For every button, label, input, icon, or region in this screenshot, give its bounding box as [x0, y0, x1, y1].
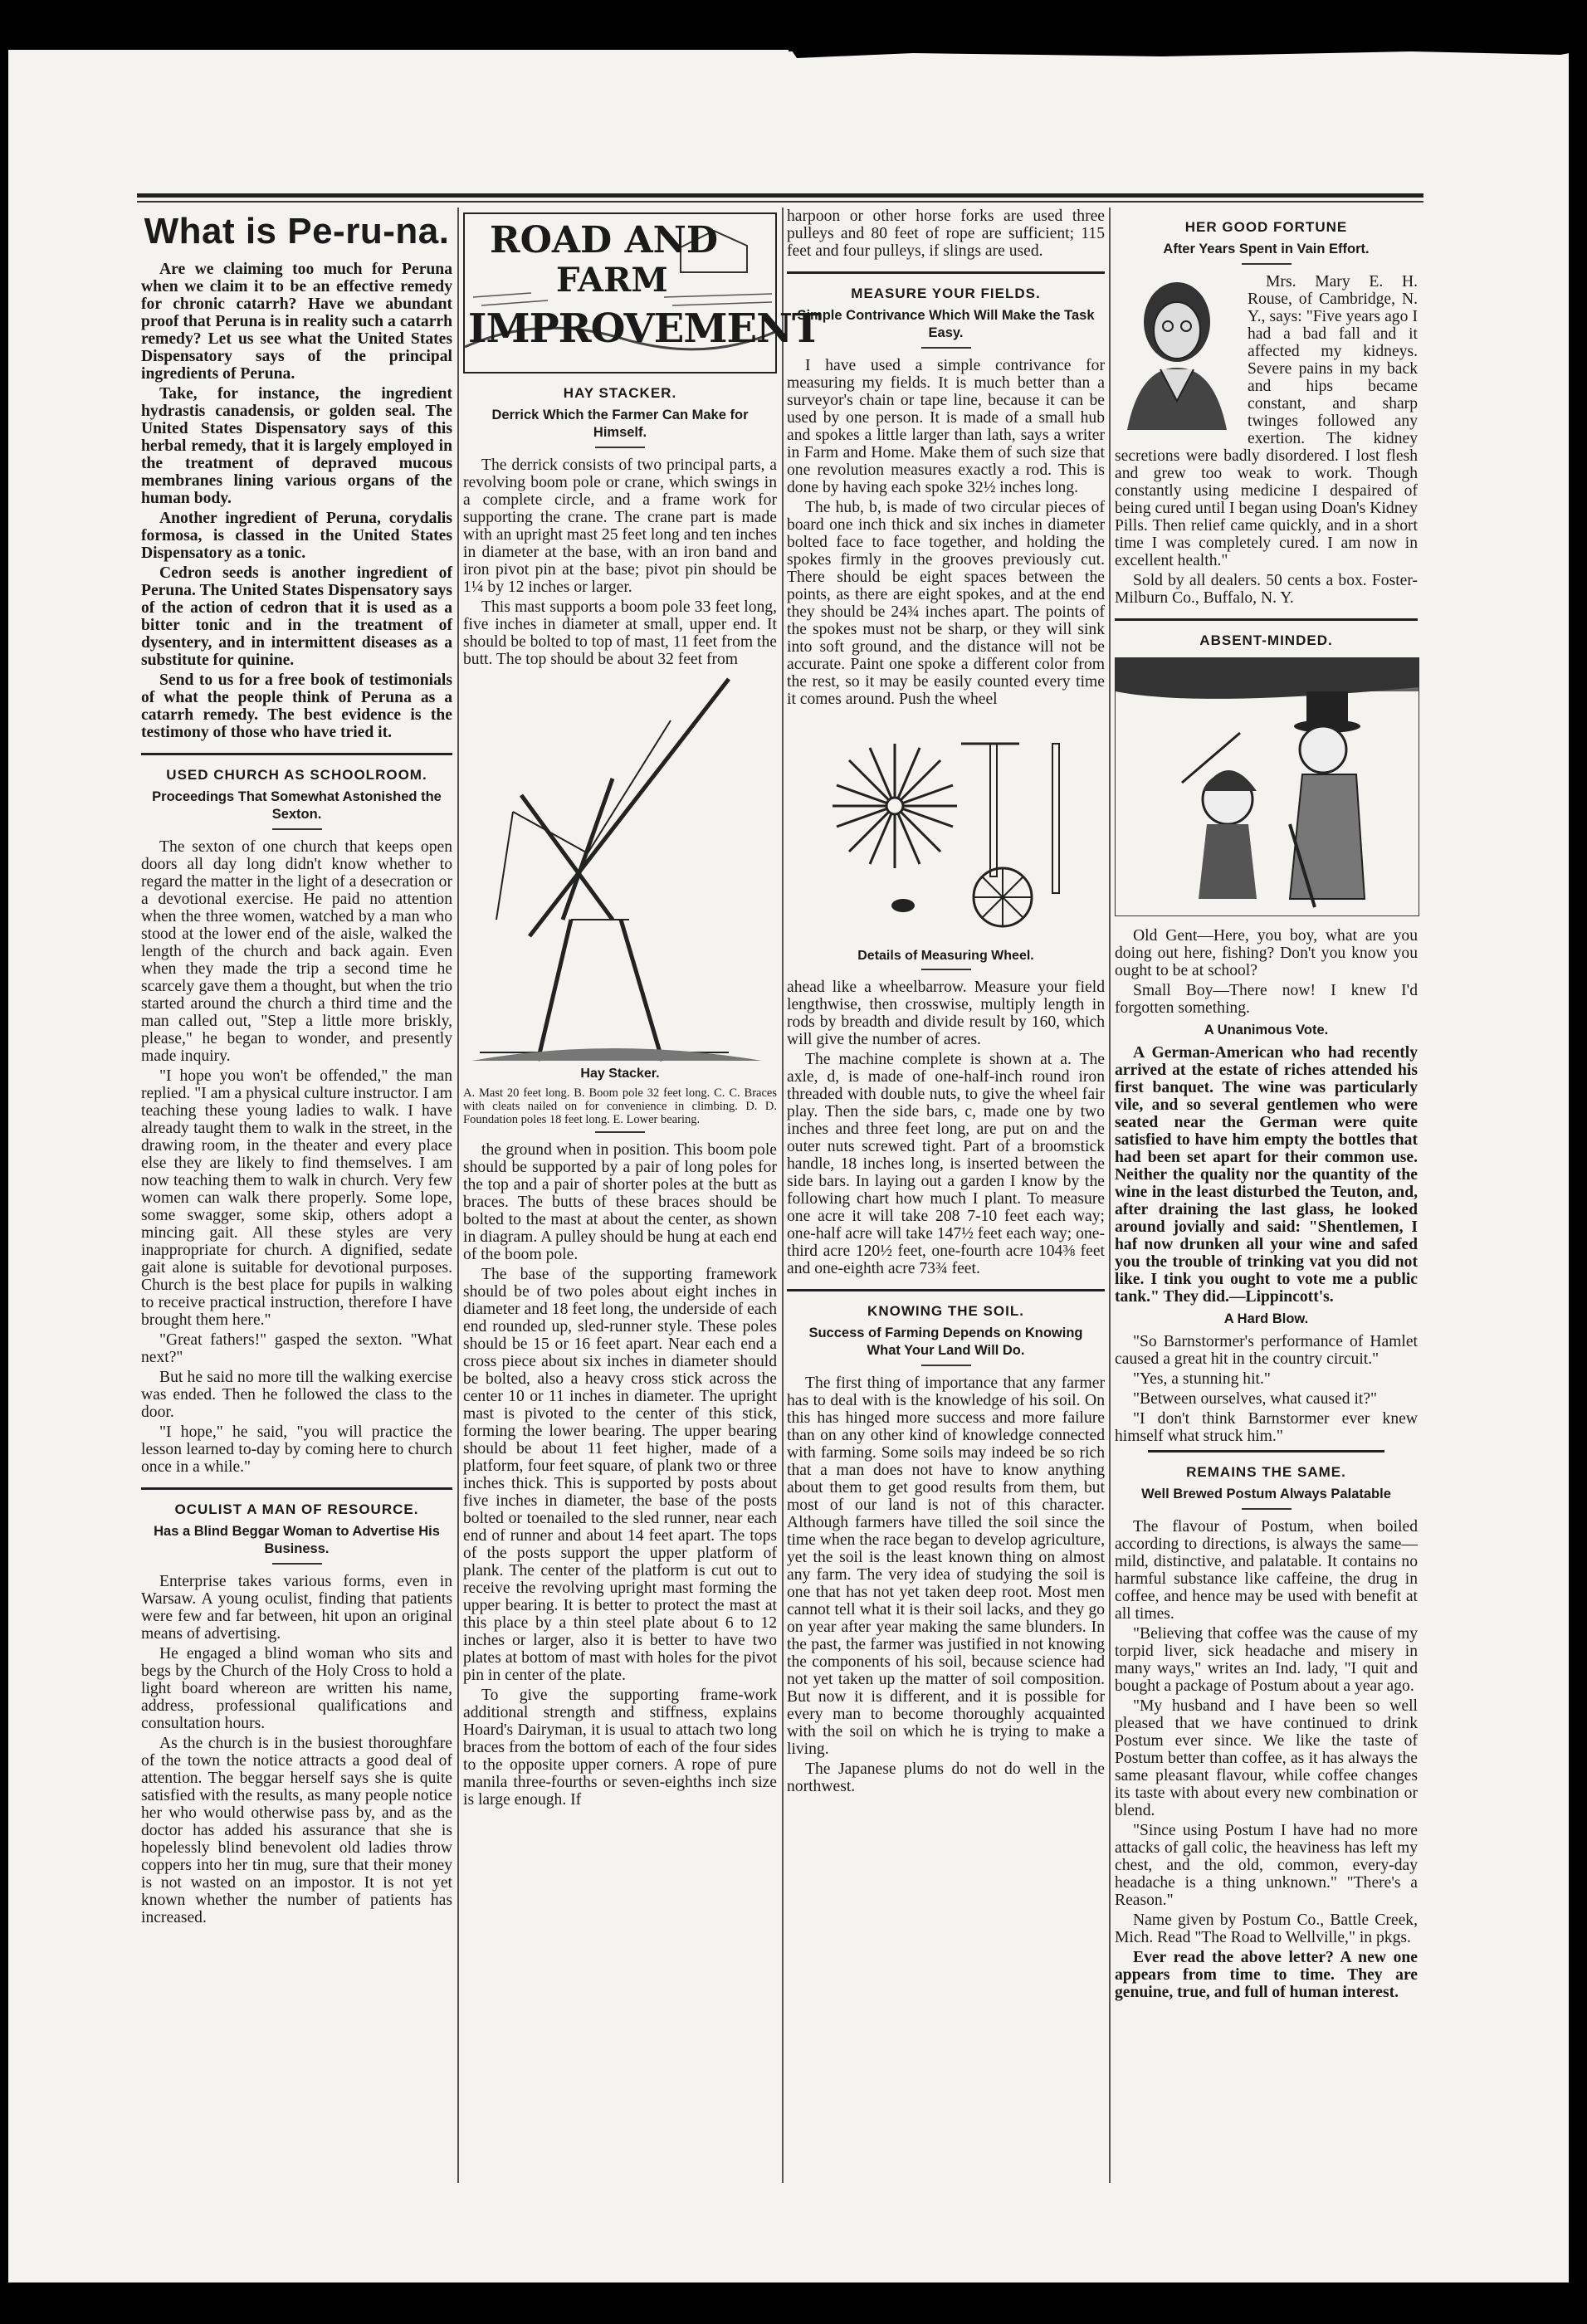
road-farm-banner	[463, 212, 821, 374]
paragraph: "I don't think Barnstormer ever knew himself what struck him."	[1115, 1410, 1418, 1445]
paragraph: Send to us for a free book of testimonials of what the people think of Peruna as a catarrh remedy. The best evidence is the testimony of those who have tried it.	[141, 671, 452, 741]
paragraph: The base of the supporting framework should be of two poles about eight inches in diameter and 18 feet long, the underside of each end rounded up, sled-runner style. These poles should be 15 or 16 feet apart. Near each end a cross piece about six inches in diameter should be bolted, also a heavy cross stick across the center 10 or 11 inches in diameter. The upright mast is pivoted to the center of this stick, forming the lower bearing. The upper bearing should be about 11 feet higher, made of a platform, four feet square, of plank two or three inches thick. This is supported by posts about five inches in diameter, the base of the posts bolted or toenailed to the sled runner, near each end of runner and about 14 feet apart. The tops of the posts support the upper platform of plank. The center of the platform is cut out to receive the revolving upright mast forming the upper bearing. It is better to protect the mast at this place by a thin steel plate about 6 to 12 inches or larger, also it is better to have two plates at bottom of mast with holes for the pivot pin in center of the plate.	[463, 1266, 777, 1684]
paragraph: "Since using Postum I have had no more attacks of gall colic, the heaviness has left my chest, and the old, common, every-day headache is a thing unknown." "There's a Reason."	[1115, 1822, 1418, 1909]
absent-minded-cartoon	[1115, 657, 1419, 916]
paragraph: the ground when in position. This boom pole should be supported by a pair of long poles for the top and a pair of shorter poles at the butt as braces. The butts of these braces should be bolted to the mast at about the center, as shown in diagram. A pulley should be hung at each end of the boom pole.	[463, 1141, 777, 1263]
absent-headline: ABSENT-MINDED.	[1199, 632, 1333, 648]
paragraph: "Great fathers!" gasped the sexton. "What next?"	[141, 1331, 452, 1366]
divider	[1242, 263, 1292, 265]
vote-headline: A Unanimous Vote.	[1204, 1023, 1329, 1038]
divider	[1148, 1450, 1384, 1452]
column-rule	[1109, 208, 1111, 2183]
divider	[921, 969, 971, 970]
paragraph: As the church is in the busiest thoroughfare of the town the notice attracts a good deal of attention. The beggar herself says she is quite satisfied with the results, as many people notice her who would otherwise pass by, and as the doctor has added his assurance that she is hopelessly blind benevolent old ladies throw coppers into her tin mug, sure that their money is not wasted on an impostor. It is not yet known whether the number of patients has increased.	[141, 1735, 452, 1926]
hay-stacker-illustration	[463, 671, 777, 1061]
divider	[595, 1131, 645, 1133]
paragraph: "Between ourselves, what caused it?"	[1133, 1390, 1378, 1408]
divider	[787, 1289, 1105, 1291]
banner-road: ROAD AND	[490, 219, 719, 261]
paragraph: The flavour of Postum, when boiled according to directions, is always the same—mild, distinctive, and palatable. It contains no harmful substance like caffeine, the drug in coffee, and hence may be used with benefit at all times.	[1115, 1518, 1418, 1623]
paragraph: The derrick consists of two principal parts, a revolving boom pole or crane, which swings in a complete circle, and a frame work for supporting the crane. The crane part is made with an upright mast 25 feet long and ten inches in diameter at the base, with an iron band and iron pivot pin at the base; pivot pin should be 1¼ by 12 inches or larger.	[463, 456, 777, 596]
postum-subheadline: Well Brewed Postum Always Palatable	[1141, 1487, 1391, 1501]
divider	[141, 753, 452, 755]
peruna-article	[141, 261, 452, 741]
paragraph: "My husband and I have been so well pleased that we have continued to drink Postum ever since. We like the taste of Postum better than coffee, as it has always the same pleasant flavour, while coffee changes its taste with about every new combination or blend.	[1115, 1697, 1418, 1819]
oculist-headline: OCULIST A MAN OF RESOURCE.	[174, 1501, 419, 1517]
column-1	[141, 208, 452, 1929]
measure-headline: MEASURE YOUR FIELDS.	[851, 286, 1041, 301]
column-3	[787, 208, 1105, 1798]
closing-note: Ever read the above letter? A new one appears from time to time. They are genuine, true, and full of human interest.	[1115, 1949, 1418, 2001]
hay-headline: HAY STACKER.	[563, 385, 677, 401]
paragraph: "Yes, a stunning hit."	[1133, 1370, 1271, 1388]
paragraph: Name given by Postum Co., Battle Creek, Mich. Read "The Road to Wellville," in pkgs.	[1115, 1911, 1418, 1946]
woman-portrait	[1115, 276, 1239, 430]
fortune-headline: HER GOOD FORTUNE	[1184, 219, 1348, 235]
church-subheadline: Proceedings That Somewhat Astonished the Sexton.	[152, 789, 442, 822]
paragraph: harpoon or other horse forks are used three pulleys and 80 feet of rope are sufficient; 115 feet and four pulleys, if slings are used.	[787, 208, 1105, 260]
paragraph: He engaged a blind woman who sits and begs by the Church of the Holy Cross to hold a light board whereon are written his name, address, professional qualifications and consultation hours.	[141, 1645, 452, 1732]
paragraph: I have used a simple contrivance for measuring my fields. It is much better than a surveyor's chain or tape line, because it can be used by one person. It is made of a small hub and spokes a little larger than lath, says a writer in Farm and Home. Make them of such size that one revolution measures exactly a rod. This is done by having each spoke 32½ inches long.	[787, 357, 1105, 496]
paragraph: Old Gent—Here, you boy, what are you doing out here, fishing? Don't you know you ought to be at school?	[1115, 927, 1418, 979]
column-rule	[457, 208, 459, 2183]
church-headline: USED CHURCH AS SCHOOLROOM.	[166, 767, 427, 783]
column-4	[1115, 208, 1418, 2004]
paragraph: ahead like a wheelbarrow. Measure your field lengthwise, then crosswise, multiply length in rods by breadth and divide result by 160, which will give the number of acres.	[787, 979, 1105, 1048]
paragraph: Mrs. Mary E. H. Rouse, of Cambridge, N. Y., says: "Five years ago I had a bad fall and it affected my kidneys. Severe pains in my back and hips became constant, and sharp twinges followed any exertion. The kidney secretions were badly disordered. I lost flesh and grew too weak to work. Though constantly using medicine I despaired of being cured until I began using Doan's Kidney Pills. Then relief came quickly, and in a short time I was completely cured. I am now in excellent health."	[1115, 273, 1418, 569]
paragraph: The machine complete is shown at a. The axle, d, is made of one-half-inch round iron threaded with double nuts, to give the wheel fair play. Then the side bars, c, made one by two inches and three feet long, are put on and the outer nuts screwed tight. Part of a broomstick handle, 18 inches long, is inserted between the side bars. In laying out a garden I know by the following chart how much I plant. To measure one acre it will take 208 7-10 feet each way; one-half acre will take 147½ feet each way; one-third acre 120½ feet, one-fourth acre 104⅜ feet and one-eighth acre 73¾ feet.	[787, 1051, 1105, 1277]
oculist-subheadline: Has a Blind Beggar Woman to Advertise His Business.	[154, 1524, 440, 1556]
paragraph: Enterprise takes various forms, even in Warsaw. A young oculist, finding that patients were few and far between, hit upon an original means of advertising.	[141, 1573, 452, 1643]
paragraph: This mast supports a boom pole 33 feet long, five inches in diameter at small, upper end. It should be bolted to top of mast, 11 feet from the butt. The top should be about 32 feet from	[463, 598, 777, 668]
divider	[1242, 1508, 1292, 1510]
hay-figure-caption: Hay Stacker.	[580, 1067, 660, 1081]
divider	[272, 828, 322, 830]
paragraph: Small Boy—There now! I knew I'd forgotten something.	[1115, 982, 1418, 1017]
paragraph: The sexton of one church that keeps open doors all day long didn't know whether to regard the matter in the light of a desecration or a devotional exercise. He paid no attention when the three women, watched by a man who stood at the lower end of the aisle, walked the length of the church and back again. Even when they made the trip a second time he scarcely gave them a thought, but when the trio started around the church a third time and the man called out, "Step a little more briskly, please," he began to wonder, and presently made inquiry.	[141, 838, 452, 1065]
banner-improvement: IMPROVEMENT	[468, 305, 821, 352]
paragraph: Take, for instance, the ingredient hydrastis canadensis, or golden seal. The United States Dispensatory says of this herbal remedy, that it is largely employed in the treatment of depraved mucous membranes lining various organs of the human body.	[141, 385, 452, 507]
soil-subheadline: Success of Farming Depends on Knowing What Your Land Will Do.	[808, 1326, 1083, 1358]
paragraph: "I hope you won't be offended," the man replied. "I am a physical culture instructor. I am teaching these young ladies to walk. I have already taught them to walk in the street, in the drawing room, in the theater and every place else they are likely to find themselves. I am now teaching them to walk in church. Very few women can walk there properly. Some lope, some swagger, some skip, others adopt a mincing gait. All these styles are very inappropriate for church. A dignified, sedate gait alone is suitable for devotional purposes. Church is the best place for pupils in walking to receive practical instruction, therefore I have brought them here."	[141, 1067, 452, 1329]
divider	[787, 271, 1105, 274]
paragraph: "So Barnstormer's performance of Hamlet caused a great hit in the country circuit."	[1115, 1333, 1418, 1368]
column-rule	[782, 208, 784, 2183]
postum-headline: REMAINS THE SAME.	[1186, 1464, 1346, 1480]
torn-edge-shape	[0, 33, 1587, 66]
paragraph: Another ingredient of Peruna, corydalis formosa, is classed in the United States Dispensatory as a tonic.	[141, 510, 452, 562]
paragraph: "I hope," he said, "you will practice the lesson learned to-day by coming here to church once in a while."	[141, 1423, 452, 1476]
divider	[921, 347, 971, 349]
measure-subheadline: Simple Contrivance Which Will Make the Task Easy.	[797, 308, 1095, 340]
paragraph: Cedron seeds is another ingredient of Peruna. The United States Dispensatory says of the action of cedron that it is used as a bitter tonic and in the treatment of dysentery, and in intermittent diseases as a substitute for quinine.	[141, 564, 452, 669]
blow-headline: A Hard Blow.	[1223, 1311, 1309, 1326]
paragraph: To give the supporting frame-work additional strength and stiffness, explains Hoard's Dairyman, it is usual to attach two long braces from the bottom of each of the four sides to the opposite upper corners. A rope of pure manila three-fourths or seven-eighths inch size is large enough. If	[463, 1687, 777, 1809]
paragraph: The first thing of importance that any farmer has to deal with is the knowledge of his soil. On this has hinged more success and more failure than on any other kind of knowledge connected with farming. Some soils may indeed be so rich that a man does not have to know anything about them to get good results from them, but most of our land is not of this character. Although farmers have tilled the soil since the time when the race began to develop agriculture, yet the soil is the least known thing on almost any farm. The very idea of studying the soil is one that has not yet taken deep root. Most men cannot tell what it is their soil lacks, and they go on year after year making the same blunders. In the past, the farmer was justified in not knowing the components of his soil, because science had not yet taken up the matter of soil composition. But now it is different, and it is possible for every man to become thoroughly acquainted with the soil on which he is trying to make a living.	[787, 1374, 1105, 1758]
peruna-title: What is Pe-ru-na.	[144, 211, 450, 251]
divider	[272, 1563, 322, 1565]
divider	[1115, 618, 1418, 621]
divider	[141, 1487, 452, 1490]
wheel-figure-caption: Details of Measuring Wheel.	[857, 949, 1034, 963]
paragraph: "Believing that coffee was the cause of my torpid liver, sick headache and misery in many ways," writes an Ind. lady, "I quit and bought a package of Postum about a year ago.	[1115, 1625, 1418, 1695]
soil-headline: KNOWING THE SOIL.	[867, 1303, 1024, 1319]
paragraph: A German-American who had recently arrived at the estate of riches attended his first banquet. The wine was particularly vile, and so several gentlemen who were seated near the German were quite satisfied to have him empty the bottles that had been set apart for their common use. Neither the quality nor the quantity of the wine in the least disturbed the Teuton, and, after draining the last glass, he looked around jovially and said: "Shentlemen, I haf now drunken all your wine and safed you the trouble of trinking vat you did not like. I tink you ought to vote me a public tank." They did.—Lippincott's.	[1115, 1044, 1418, 1306]
divider	[595, 447, 645, 448]
column-2	[463, 208, 821, 1811]
paragraph: The Japanese plums do not do well in the northwest.	[787, 1760, 1105, 1795]
figure-legend: A. Mast 20 feet long. B. Boom pole 32 feet long. C. C. Braces with cleats nailed on for convenience in climbing. D. D. Foundation poles 18 feet long. E. Lower bearing.	[463, 1086, 777, 1126]
hay-subheadline: Derrick Which the Farmer Can Make for Himself.	[491, 408, 749, 440]
paragraph: Are we claiming too much for Peruna when we claim it to be an effective remedy for chronic catarrh? Have we abundant proof that Peruna is in reality such a catarrh remedy? Let us see what the United States Dispensatory says of the principal ingredients of Peruna.	[141, 261, 452, 383]
top-rule	[137, 193, 1423, 198]
paragraph: But he said no more till the walking exercise was ended. Then he followed the class to the door.	[141, 1369, 452, 1421]
measuring-wheel-illustration	[787, 710, 1105, 943]
banner-farm: FARM	[556, 261, 668, 300]
top-rule-thin	[137, 201, 1423, 203]
divider	[921, 1365, 971, 1366]
paragraph: Sold by all dealers. 50 cents a box. Foster-Milburn Co., Buffalo, N. Y.	[1115, 572, 1418, 607]
paragraph: The hub, b, is made of two circular pieces of board one inch thick and six inches in diameter bolted face to face together, and holding the spokes firmly in the grooves previously cut. There should be eight spaces between the points, as there are eight spokes, and at the end they should be 24¾ inches apart. The points of the spokes must not be sharp, or they will sink into soft ground, and the distance will not be accurate. Paint one spoke a different color from the rest, so it may be easily counted every time it comes around. Push the wheel	[787, 499, 1105, 708]
fortune-subheadline: After Years Spent in Vain Effort.	[1163, 242, 1370, 256]
